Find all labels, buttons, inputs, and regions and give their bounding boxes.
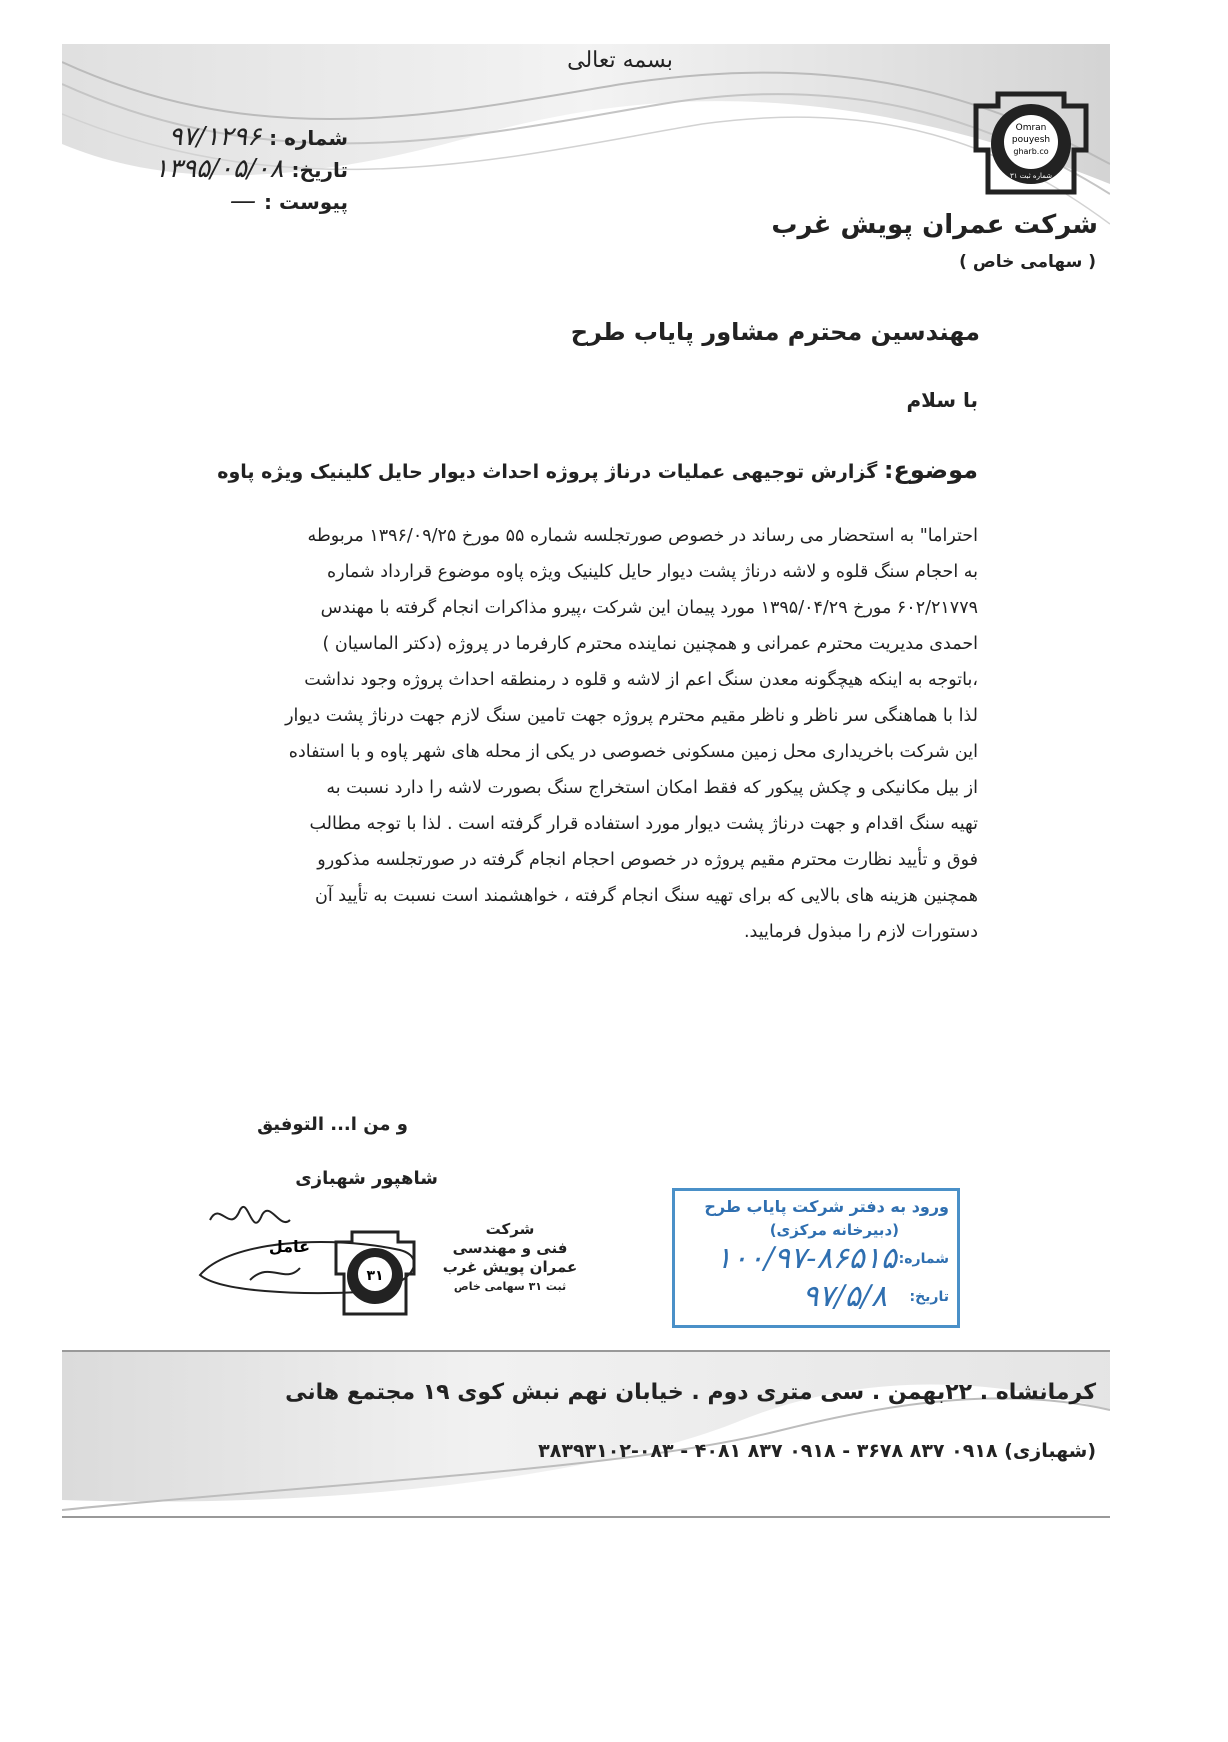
- stamp-line-1: شرکت: [485, 1220, 535, 1238]
- subject-line: [118, 456, 978, 484]
- letter-attachment: [230, 186, 348, 216]
- letter-attachment-label: پیوست :: [263, 190, 348, 214]
- stamp-line-3: عمران پویش غرب: [442, 1258, 578, 1276]
- letter-number: [169, 122, 348, 152]
- logo-text-3: gharb.co: [1013, 147, 1049, 156]
- greeting-line: با سلام: [906, 388, 978, 412]
- body-line: این شرکت باخریداری محل زمین مسکونی خصوصی در یکی از محله های شهر پاوه و با استفاده: [288, 742, 978, 762]
- letter-number-label: شماره :: [269, 126, 348, 150]
- company-name: شرکت عمران پویش غرب: [771, 210, 1098, 240]
- letter-number-value: ۹۷/۱۲۹۶: [168, 122, 262, 152]
- letter-body: [188, 518, 978, 950]
- svg-text:۳۱: ۳۱: [366, 1268, 384, 1284]
- company-seal: [330, 1228, 420, 1318]
- body-line: از بیل مکانیکی و چکش پیکور که فقط امکان استخراج سنگ بصورت لاشه را دارد نسبت به: [326, 778, 978, 798]
- bismillah-heading: بسمه تعالی: [567, 48, 673, 73]
- recipient-line: مهندسین محترم مشاور پایاب طرح: [570, 318, 980, 346]
- body-line: تهیه سنگ اقدام و جهت درناژ پشت دیوار مورد استفاده قرار گرفته است . لذا با توجه مطالب: [309, 814, 978, 834]
- signer-name: شاهپور شهبازی: [295, 1168, 438, 1189]
- footer-phones: (شهبازی) ۰۹۱۸ ۸۳۷ ۳۶۷۸ - ۰۹۱۸ ۸۳۷ ۴۰۸۱ - ۰۸۳-۳۸۳۹۳۱۰۲: [538, 1440, 1096, 1462]
- footer-address: کرمانشاه . ۲۲بهمن . سی متری دوم . خیابان نهم نبش کوی ۱۹ مجتمع هانی: [285, 1380, 1096, 1405]
- subject-label: موضوع:: [883, 456, 978, 484]
- receipt-stamp: [672, 1188, 960, 1328]
- letter-attachment-value: —: [229, 186, 256, 216]
- stamp-line-4: ثبت ۳۱ سهامی خاص: [453, 1280, 567, 1293]
- body-line: ۶۰۲/۲۱۷۷۹ مورخ ۱۳۹۵/۰۴/۲۹ مورد پیمان این شرکت ،پیرو مذاکرات انجام گرفته با مهندس: [320, 598, 978, 618]
- logo-text-2: pouyesh: [1011, 135, 1051, 145]
- letter-meta: [108, 122, 348, 222]
- receipt-subtitle: (دبیرخانه مرکزی): [769, 1221, 899, 1239]
- logo-text-1: Omran: [1015, 123, 1047, 133]
- closing-phrase: و من ا... التوفیق: [257, 1114, 408, 1135]
- subject-text: گزارش توجیهی عملیات درناژ پروژه احداث دیوار حایل کلینیک ویژه پاوه: [217, 461, 884, 483]
- letter-date: [154, 154, 348, 184]
- receipt-title: ورود به دفتر شرکت پایاب طرح: [704, 1197, 949, 1216]
- company-type: ( سهامی خاص ): [959, 252, 1096, 272]
- letter-date-value: ۱۳۹۵/۰۵/۰۸: [154, 154, 284, 184]
- body-line: فوق و تأیید نظارت محترم مقیم پروژه در خصوص احجام انجام گرفته در صورتجلسه مذکورو: [317, 850, 978, 870]
- body-line: به احجام سنگ قلوه و لاشه درناژ پشت دیوار حایل کلینیک ویژه پاوه موضوع قرارداد شماره: [326, 562, 978, 582]
- receipt-number-label: شماره:: [898, 1251, 949, 1267]
- company-logo: [958, 88, 1104, 198]
- logo-reg-text: شماره ثبت ۳۱: [1009, 172, 1053, 180]
- body-line: دستورات لازم را مبذول فرمایید.: [743, 922, 978, 942]
- body-line: ،باتوجه به اینکه هیچگونه معدن سنگ اعم از لاشه و قلوه د رمنطقه احداث پروژه وجود نداشت: [304, 670, 978, 690]
- footer-decorative-band: [62, 1350, 1110, 1520]
- body-line: احمدی مدیریت محترم عمرانی و همچنین نماینده محترم کارفرما در پروژه (دکتر الماسیان ): [322, 634, 978, 654]
- body-line: همچنین هزینه های بالایی که برای تهیه سنگ انجام گرفته ، خواهشمند است نسبت به تأیید آن: [314, 886, 978, 906]
- stamp-line-2: فنی و مهندسی: [452, 1239, 568, 1257]
- body-line: احتراما" به استحضار می رساند در خصوص صورتجلسه شماره ۵۵ مورخ ۱۳۹۶/۰۹/۲۵ مربوطه: [307, 526, 978, 546]
- receipt-number-value: ۱۰۰/۹۷-۸۶۵۱۵: [715, 1241, 897, 1276]
- body-line: لذا با هماهنگی سر ناظر و ناظر مقیم محترم پروژه جهت تامین سنگ لازم جهت درناژ پشت دیوار: [285, 706, 978, 726]
- signer-role: عامل: [268, 1237, 310, 1256]
- receipt-date-label: تاریخ:: [909, 1289, 949, 1305]
- receipt-date-value: ۹۷/۵/۸: [802, 1279, 887, 1314]
- company-stamp-text: [420, 1220, 600, 1296]
- letter-date-label: تاریخ:: [291, 158, 348, 182]
